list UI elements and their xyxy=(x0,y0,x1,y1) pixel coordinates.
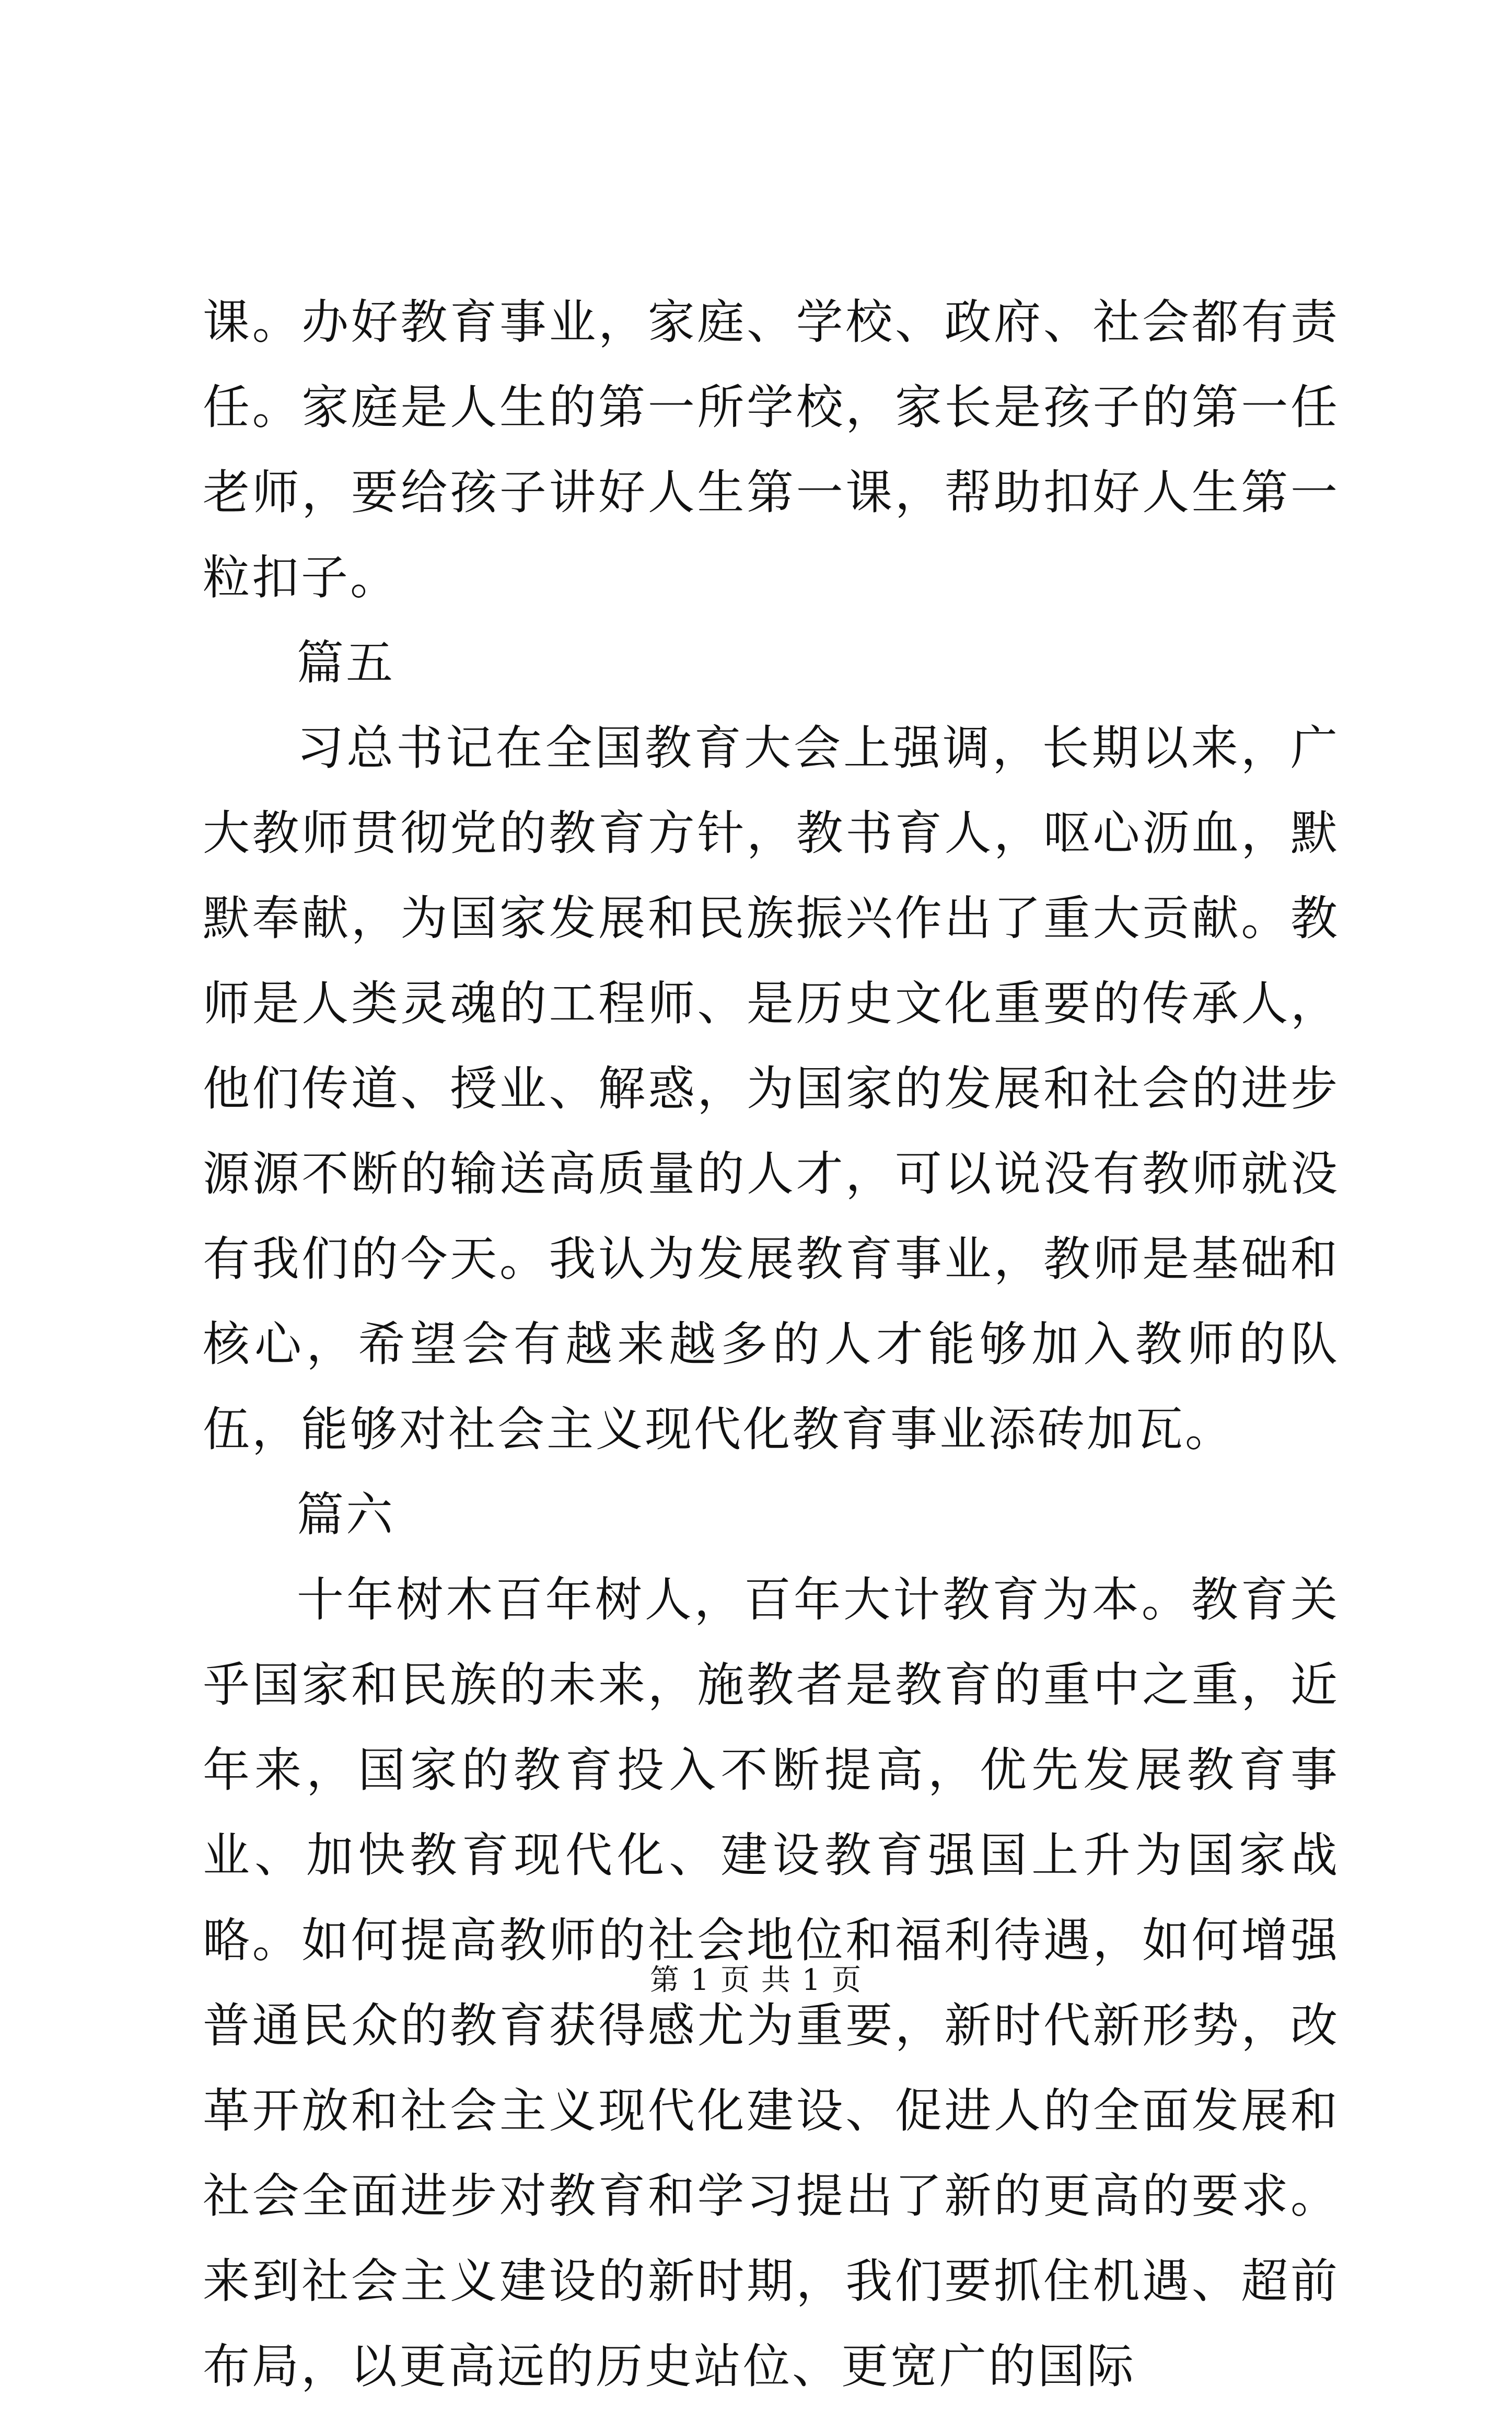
paragraph-continued: 课。办好教育事业，家庭、学校、政府、社会都有责任。家庭是人生的第一所学校，家长是孩子的第一任老师，要给孩子讲好人生第一课，帮助扣好人生第一粒扣子。 xyxy=(203,295,1340,605)
document-body xyxy=(203,280,1340,2409)
section-heading-5: 篇五 xyxy=(297,635,395,690)
section-heading-6: 篇六 xyxy=(297,1487,395,1542)
paragraph-section-6: 十年树木百年树人，百年大计教育为本。教育关乎国家和民族的未来，施教者是教育的重中之重，近年来，国家的教育投入不断提高，优先发展教育事业、加快教育现代化、建设教育强国上升为国家战略。如何提高教师的社会地位和福利待遇，如何增强普通民众的教育获得感尤为重要，新时代新形势，改革开放和社会主义现代化建设、促进人的全面发展和社会全面进步对教育和学习提出了新的更高的要求。来到社会主义建设的新时期，我们要抓住机遇、超前布局，以更高远的历史站位、更宽广的国际 xyxy=(203,1572,1340,2394)
page-footer: 第 1 页 共 1 页 xyxy=(649,1963,863,1997)
paragraph-section-5: 习总书记在全国教育大会上强调，长期以来，广大教师贯彻党的教育方针，教书育人，呕心沥血，默默奉献，为国家发展和民族振兴作出了重大贡献。教师是人类灵魂的工程师、是历史文化重要的传承人，他们传道、授业、解惑，为国家的发展和社会的进步源源不断的输送高质量的人才，可以说没有教师就没有我们的今天。我认为发展教育事业，教师是基础和核心，希望会有越来越多的人才能够加入教师的队伍，能够对社会主义现代化教育事业添砖加瓦。 xyxy=(203,721,1340,1457)
